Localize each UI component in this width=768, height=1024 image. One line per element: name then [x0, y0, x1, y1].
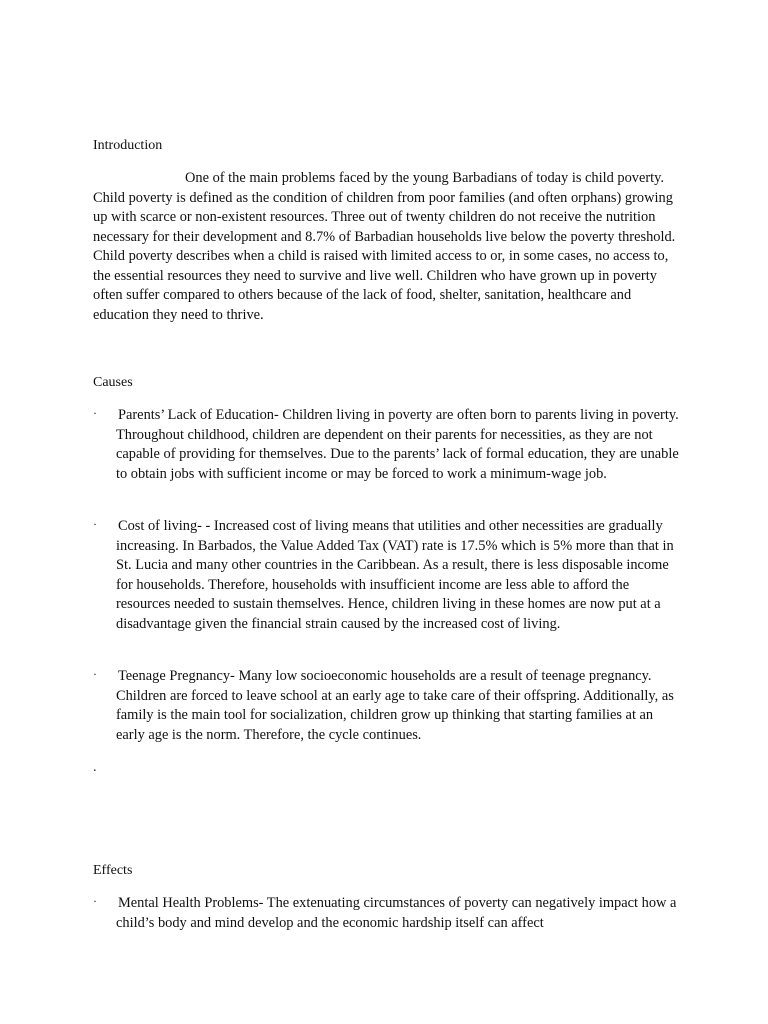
bullet-dot-icon: ·	[93, 517, 97, 531]
cause-item-cost-of-living	[93, 517, 683, 634]
introduction-paragraph: One of the main problems faced by the young Barbadians of today is child poverty. Child poverty is defined as the condition of children from poor families (and often orphans) growing up with scarce or non-existent resources. Three out of twenty children do not receive the nutrition necessary for their development and 8.7% of Barbadian households live below the poverty threshold. Child poverty describes when a child is raised with limited access to or, in some cases, no access to, the essential resources they need to survive and live well. Children who have grown up in poverty often suffer compared to others because of the lack of food, shelter, sanitation, healthcare and education they need to thrive.	[93, 170, 676, 323]
effect-item-mental-health	[93, 894, 683, 933]
stray-period: .	[93, 760, 97, 775]
cause-item-parents-education	[93, 406, 683, 484]
cause-item-teenage-pregnancy	[93, 667, 683, 745]
cause-item-text: Cost of living- - Increased cost of living means that utilities and other necessities are gradually increasing. In Barbados, the Value Added Tax (VAT) rate is 17.5% which is 5% more than that in St. Lucia and many other countries in the Caribbean. As a result, there is less disposable income for households. Therefore, households with insufficient income are less able to afford the resources needed to sustain themselves. Hence, children living in these homes are now put at a disadvantage given the financial strain caused by the increased cost of living.	[116, 518, 674, 632]
bullet-dot-icon: ·	[93, 667, 97, 681]
bullet-dot-icon: ·	[93, 406, 97, 420]
causes-heading: Causes	[93, 375, 133, 390]
bullet-dot-icon: ·	[93, 894, 97, 908]
cause-item-text: Teenage Pregnancy- Many low socioeconomic households are a result of teenage pregnancy. Children are forced to leave school at an early age to take care of their offspring. Additionally, as family is the main tool for socialization, children grow up thinking that starting families at an early age is the norm. Therefore, the cycle continues.	[116, 668, 674, 743]
effects-heading: Effects	[93, 863, 133, 878]
effect-item-text: Mental Health Problems- The extenuating circumstances of poverty can negatively impact how a child’s body and mind develop and the economic hardship itself can affect	[116, 895, 677, 931]
cause-item-text: Parents’ Lack of Education- Children living in poverty are often born to parents living in poverty. Throughout childhood, children are dependent on their parents for necessities, as they are not capable of providing for themselves. Due to the parents’ lack of formal education, they are unable to obtain jobs with sufficient income or may be forced to work a minimum-wage job.	[116, 407, 679, 482]
introduction-heading: Introduction	[93, 138, 163, 153]
